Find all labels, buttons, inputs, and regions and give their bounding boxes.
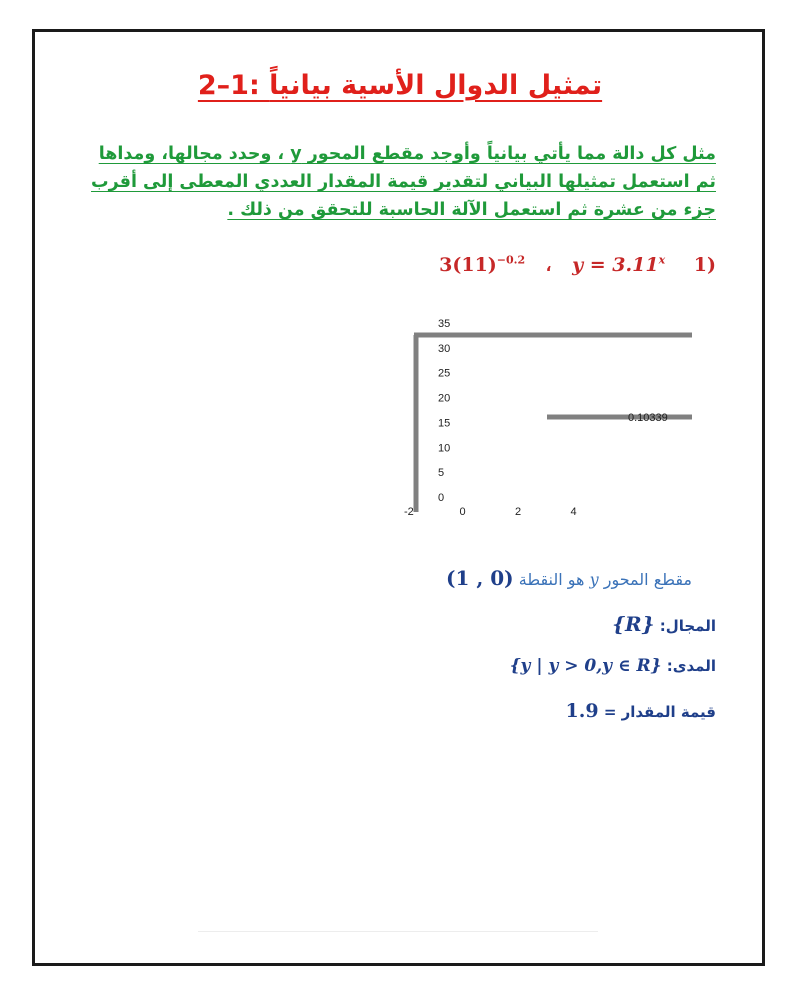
y-tick-label: 35 <box>438 318 451 330</box>
lesson-title: 2–1: تمثيل الدوال الأسية بيانياً <box>197 70 603 101</box>
problem-function: $y = 3.11^x$ <box>572 254 666 277</box>
problem-1 <box>439 254 716 276</box>
y-intercept-line: مقطع المحور y هو النقطة (1 , 0) <box>446 566 692 590</box>
instructions <box>76 140 716 224</box>
x-tick-label: 4 <box>570 506 577 518</box>
intercept-point: (1 , 0) <box>446 566 514 590</box>
value-line: قيمة المقدار = 1.9 <box>565 700 716 722</box>
domain-line: المجال: {R} <box>612 612 716 636</box>
y-tick-label: 25 <box>438 367 451 380</box>
problem-number: (1 <box>693 254 716 277</box>
intercept-variable: y <box>589 570 599 589</box>
y-tick-label: 5 <box>438 467 445 480</box>
footer-divider <box>198 931 598 932</box>
problem-expression: $3(11)^{-0.2}$ <box>439 254 526 277</box>
instruction-line-3: جزء من عشرة ثم استعمل الآلة الحاسبة للتحقق من ذلك . <box>227 200 716 220</box>
y-tick-label: 15 <box>438 417 451 430</box>
exponential-graph <box>390 310 710 525</box>
data-label: 0.10339 <box>628 412 668 424</box>
problem-separator: ، <box>545 257 552 276</box>
instruction-line-1: مثل كل دالة مما يأتي بيانياً وأوجد مقطع المحور y ، وحدد مجالها، ومداها <box>98 144 716 164</box>
instruction-line-2: ثم استعمل تمثيلها البياني لتقدير قيمة المقدار العددي المعطى إلى أقرب <box>91 172 716 192</box>
x-tick-label: 2 <box>515 506 522 518</box>
domain-value: {R} <box>612 612 655 636</box>
y-tick-label: 30 <box>438 342 451 355</box>
range-value: {y | y > 0,y ∈ R} <box>509 656 662 676</box>
range-line: المدى: {y | y > 0,y ∈ R} <box>509 656 716 676</box>
x-tick-label: 0 <box>459 506 466 518</box>
y-axis-ticks <box>438 318 450 504</box>
x-tick-label: -2 <box>404 506 414 518</box>
y-tick-label: 10 <box>438 442 451 455</box>
y-tick-label: 20 <box>438 392 451 405</box>
x-axis-ticks <box>404 506 577 518</box>
y-tick-label: 0 <box>438 492 445 504</box>
expression-value: 1.9 <box>565 700 599 722</box>
